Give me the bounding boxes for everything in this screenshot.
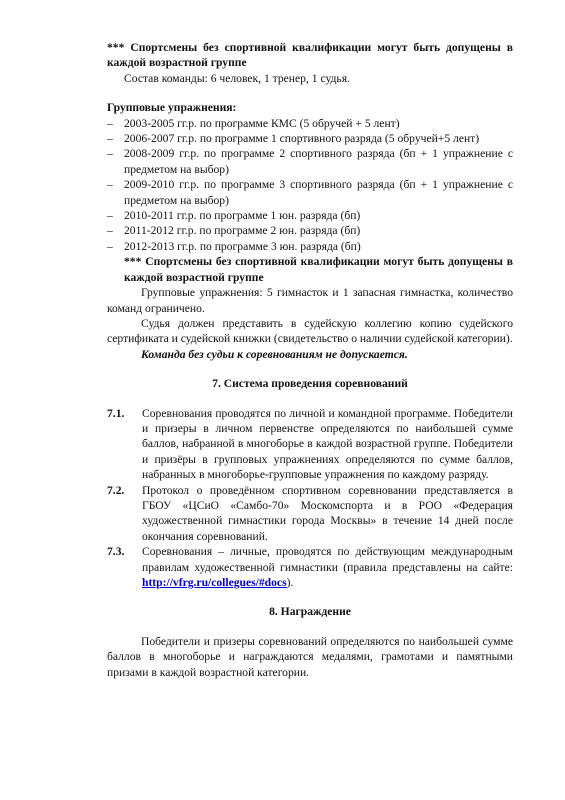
awards-text: Победители и призеры соревнований определяются по наибольшей сумме баллов в многоборье и награждаются медалями, грамотами и памятными призами в каждой возрастной категории. <box>107 634 513 679</box>
item-number: 7.3. <box>107 545 125 559</box>
item-text: Соревнования – личные, проводятся по действующим международным правилам художественной гимнастики (правила представлены на сайте: <box>142 545 513 574</box>
item-number: 7.2. <box>107 483 125 497</box>
list-item: – 2006-2007 гг.р. по программе 1 спортивного разряда (5 обручей+5 лент) <box>107 132 480 146</box>
section-7-item-2 <box>107 483 513 545</box>
item-number: 7.1. <box>107 406 125 420</box>
list-item: – 2009-2010 гг.р. по программе 3 спортивного разряда (бп + 1 упражнение с предметом на выбор) <box>107 178 513 207</box>
item-text-tail: ). <box>286 576 294 589</box>
section-7-item-1 <box>107 406 513 483</box>
group-age-list <box>107 116 513 255</box>
group-qualification-note: *** Спортсмены без спортивной квалификации могут быть допущены в каждой возрастной группе <box>124 255 513 284</box>
list-item: – 2011-2012 гг.р. по программе 2 юн. разряда (бп) <box>107 224 361 238</box>
item-text: Соревнования проводятся по личной и командной программе. Победители и призеры в личном первенстве определяются по наибольшей сумме баллов, набранной в многоборье в каждой возрастной группе. Победители и призёры в групповых упражнениях определяются по сумме баллов, набранных в многоборье-групповые упражнения по каждому разряду. <box>142 406 513 482</box>
intro-team-composition: Состав команды: 6 человек, 1 тренер, 1 судья. <box>124 71 350 85</box>
rules-link[interactable]: http://vfrg.ru/collegues/#docs <box>142 576 287 589</box>
section-7-item-3 <box>107 544 513 590</box>
section-7-title: 7. Система проведения соревнований <box>212 377 408 391</box>
judge-requirement: Судья должен представить в судейскую коллегию копию судейского сертификата и судейской книжки (свидетельство о наличии судейской категории). <box>107 316 513 346</box>
list-item: – 2003-2005 гг.р. по программе КМС (5 обручей + 5 лент) <box>107 116 400 130</box>
list-item: – 2008-2009 гг.р. по программе 2 спортивного разряда (бп + 1 упражнение с предметом на выбор) <box>107 147 513 176</box>
judge-warning: Команда без судьи к соревнованиям не допускается. <box>141 347 408 361</box>
list-item: – 2012-2013 гг.р. по программе 3 юн. разряда (бп) <box>107 239 361 253</box>
list-item: – 2010-2011 гг.р. по программе 1 юн. разряда (бп) <box>107 209 361 223</box>
group-composition: Групповые упражнения: 5 гимнасток и 1 запасная гимнастка, количество команд ограничено. <box>107 286 513 315</box>
group-exercises-heading: Групповые упражнения: <box>107 101 237 115</box>
intro-qualification-note: *** Спортсмены без спортивной квалификации могут быть допущены в каждой возрастной группе <box>107 41 513 70</box>
section-8-title: 8. Награждение <box>269 605 351 619</box>
item-text: Протокол о проведённом спортивном соревновании представляется в ГБОУ «ЦСиО «Самбо-70» Москомспорта и в РОО «Федерация художественной гимнастики города Москвы» в течение 14 дней после окончания соревнований. <box>142 483 513 543</box>
